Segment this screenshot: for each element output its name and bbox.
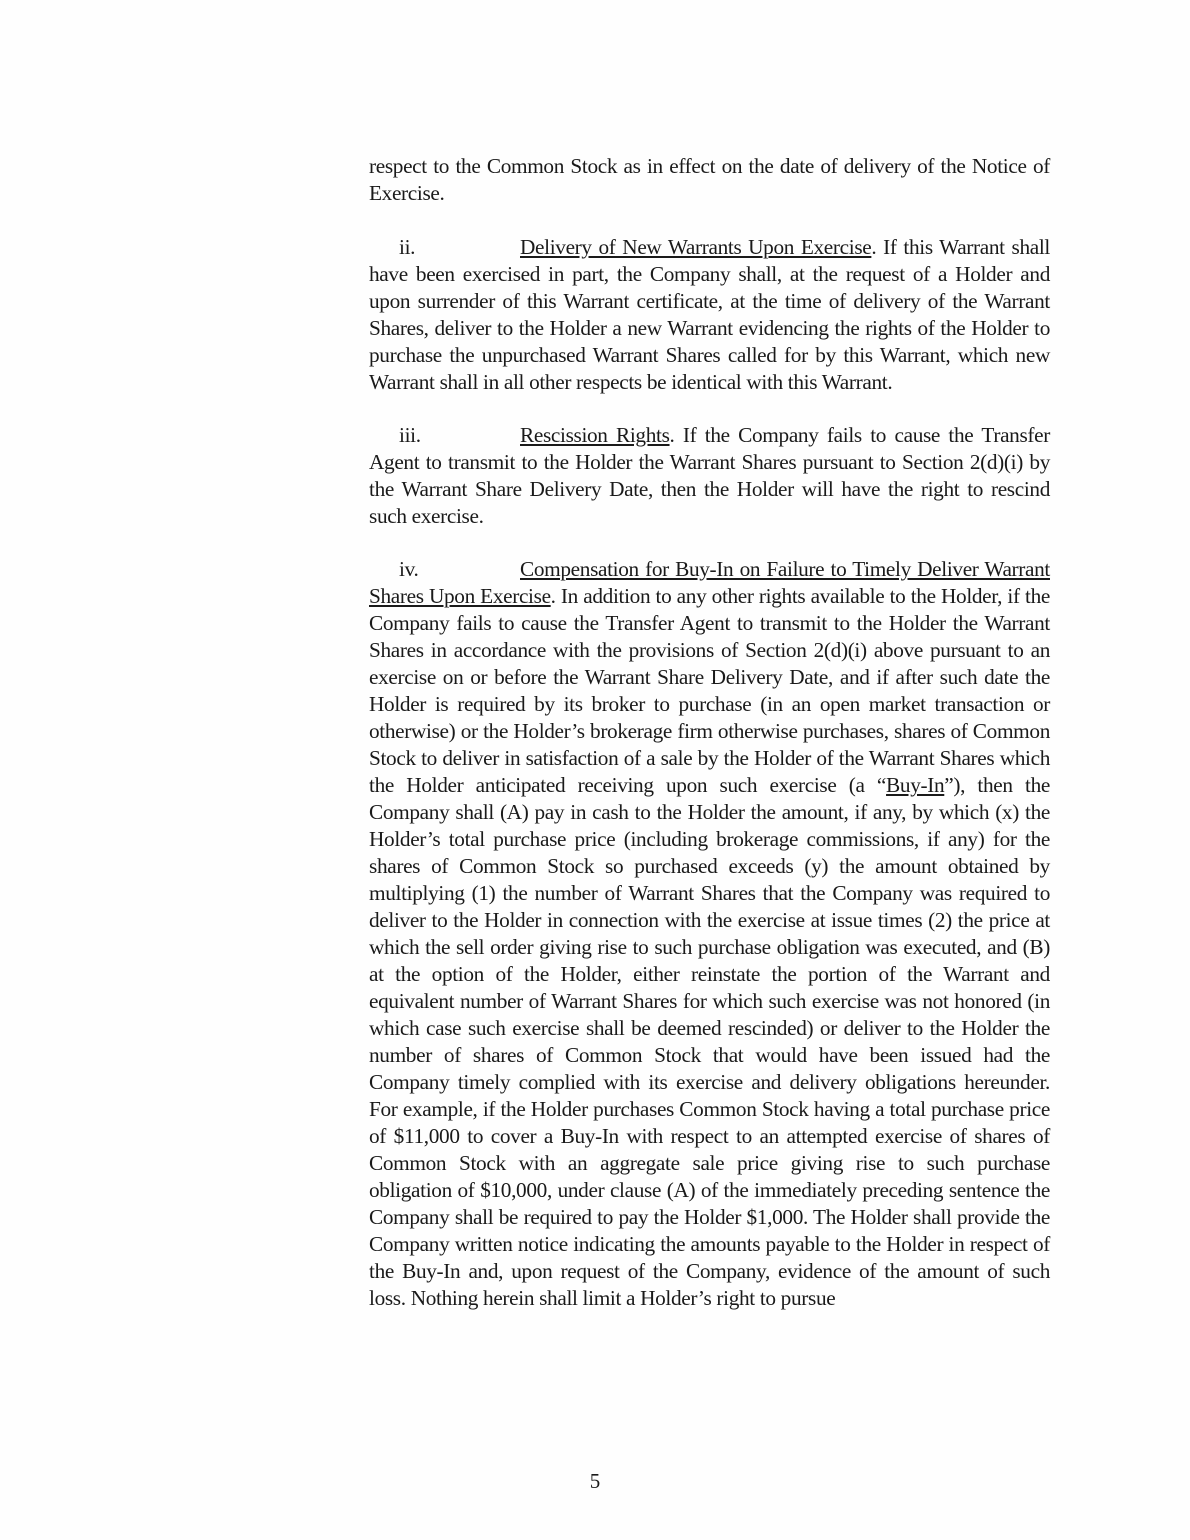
section-ii-paragraph [369,234,1050,396]
section-heading: Delivery of New Warrants Upon Exercise [520,235,872,259]
heading-punctuation: . [550,584,556,608]
section-heading: Compensation for Buy-In on Failure to Timely Deliver Warrant Shares Upon Exercise [369,557,1050,608]
section-body: If the Company fails to cause the Transfer Agent to transmit to the Holder the Warrant Shares pursuant to Section 2(d)(i) by the Warrant Share Delivery Date, then the Holder will have the right to rescind such exercise. [369,423,1050,528]
heading-punctuation: . [669,423,675,447]
defined-term-buy-in: Buy-In [886,773,945,797]
paragraph-continuation: respect to the Common Stock as in effect on the date of delivery of the Notice of Exercise. [369,154,1050,205]
section-body-part-2: ”), then the Company shall (A) pay in cash to the Holder the amount, if any, by which (x) the Holder’s total purchase price (including brokerage commissions, if any) for the shares of Common Stock so purchased exceeds (y) the amount obtained by multiplying (1) the number of Warrant Shares that the Company was required to deliver to the Holder in connection with the exercise at issue times (2) the price at which the sell order giving rise to such purchase obligation was executed, and (B) at the option of the Holder, either reinstate the portion of the Warrant and equivalent number of Warrant Shares for which such exercise was not honored (in which case such exercise shall be deemed rescinded) or deliver to the Holder the number of shares of Common Stock that would have been issued had the Company timely complied with its exercise and delivery obligations hereunder. For example, if the Holder purchases Common Stock having a total purchase price of $11,000 to cover a Buy-In with respect to an attempted exercise of shares of Common Stock with an aggregate sale price giving rise to such purchase obligation of $10,000, under clause (A) of the immediately preceding sentence the Company shall be required to pay the Holder $1,000. The Holder shall provide the Company written notice indicating the amounts payable to the Holder in respect of the Buy-In and, upon request of the Company, evidence of the amount of such loss. Nothing herein shall limit a Holder’s right to pursue [369,773,1050,1310]
heading-punctuation: . [871,235,877,259]
section-number: iv. [399,557,419,581]
page-number: 5 [589,1469,601,1493]
section-number: ii. [399,235,416,259]
section-heading: Rescission Rights [520,423,670,447]
section-number: iii. [399,423,421,447]
document-body [369,153,1050,1338]
section-iv-paragraph [369,556,1050,1312]
section-body: If this Warrant shall have been exercised in part, the Company shall, at the request of a Holder and upon surrender of this Warrant certificate, at the time of delivery of the Warrant Shares, deliver to the Holder a new Warrant evidencing the rights of the Holder to purchase the unpurchased Warrant Shares called for by this Warrant, which new Warrant shall in all other respects be identical with this Warrant. [369,235,1050,394]
section-body-part-1: In addition to any other rights available to the Holder, if the Company fails to cause the Transfer Agent to transmit to the Holder the Warrant Shares in accordance with the provisions of Section 2(d)(i) above pursuant to an exercise on or before the Warrant Share Delivery Date, and if after such date the Holder is required by its broker to purchase (in an open market transaction or otherwise) or the Holder’s brokerage firm otherwise purchases, shares of Common Stock to deliver in satisfaction of a sale by the Holder of the Warrant Shares which the Holder anticipated receiving upon such exercise (a “ [369,584,1050,797]
section-iii-paragraph [369,422,1050,530]
